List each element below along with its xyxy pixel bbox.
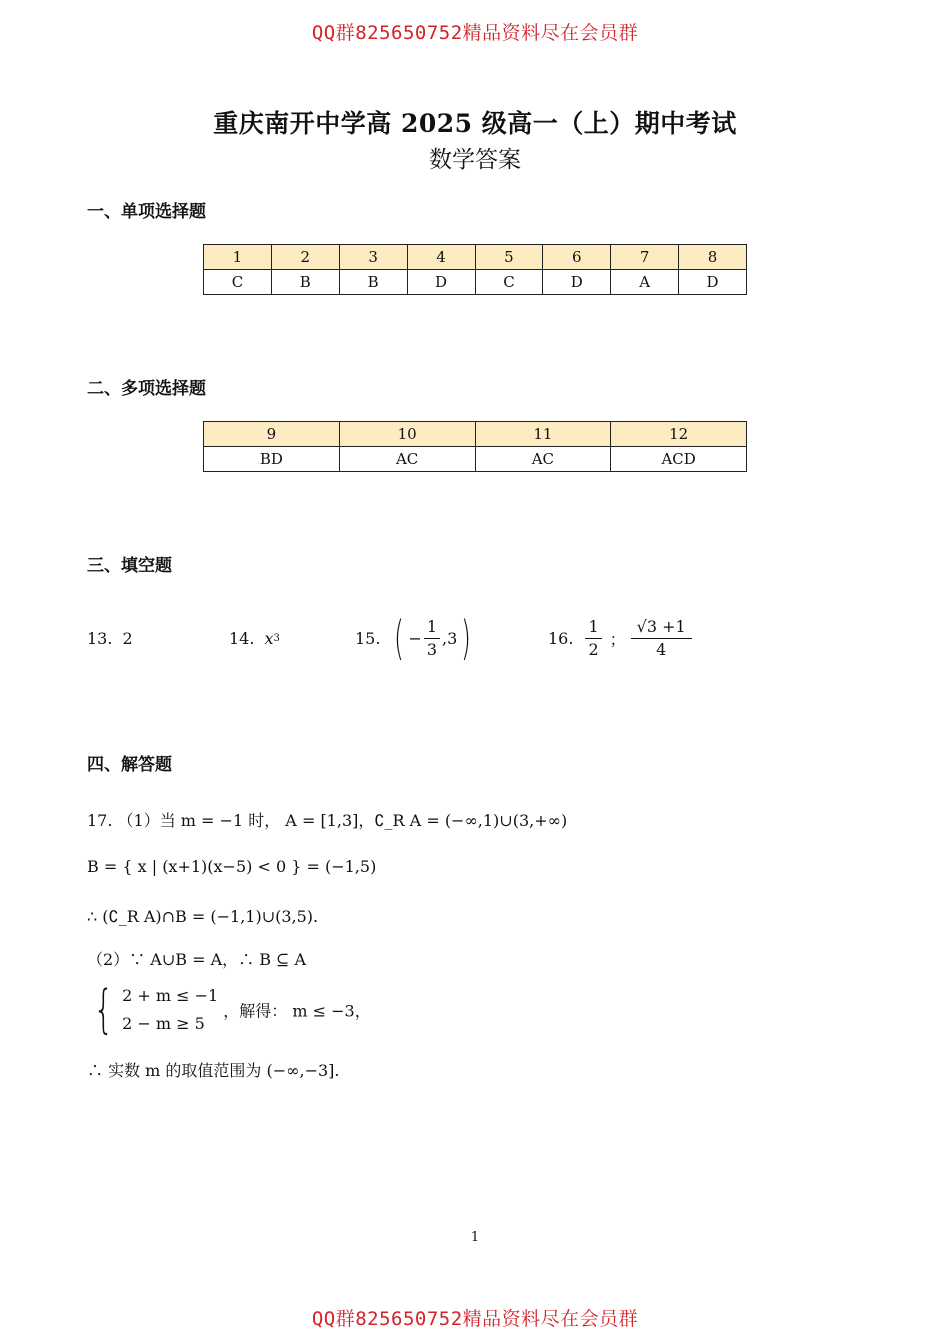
table-row bbox=[204, 447, 747, 472]
q17-line-4: （2）∵ A∪B = A，∴ B ⊆ A bbox=[87, 950, 307, 969]
question-number: 13. bbox=[87, 628, 113, 648]
denominator: 3 bbox=[424, 638, 440, 661]
minus-sign: − bbox=[408, 628, 422, 648]
answer-value: 2 bbox=[122, 628, 133, 648]
fraction bbox=[424, 616, 440, 661]
section-fill-blank-heading: 三、填空题 bbox=[87, 556, 172, 576]
table-cell: B bbox=[271, 270, 339, 295]
q17-inequality-system bbox=[87, 982, 371, 1038]
table-header-row bbox=[204, 245, 747, 270]
table-cell: D bbox=[543, 270, 611, 295]
system-rows bbox=[122, 982, 218, 1038]
q17-line-6: ∴ 实数 m 的取值范围为 (−∞,−3]. bbox=[87, 1061, 340, 1080]
section-answers-heading: 四、解答题 bbox=[87, 755, 172, 775]
fill-answer-13 bbox=[87, 612, 133, 664]
answer-base: x bbox=[264, 628, 274, 648]
table-cell: BD bbox=[204, 447, 340, 472]
table-cell: 11 bbox=[475, 422, 611, 447]
single-choice-table bbox=[203, 244, 747, 295]
section-multi-choice-heading: 二、多项选择题 bbox=[87, 379, 206, 399]
page-subtitle: 数学答案 bbox=[429, 147, 521, 173]
left-brace: { bbox=[93, 980, 114, 1040]
multi-choice-table bbox=[203, 421, 747, 472]
system-row-bottom: 2 − m ≥ 5 bbox=[122, 1014, 205, 1033]
question-number: 15. bbox=[355, 628, 381, 648]
question-number: 16. bbox=[548, 628, 574, 648]
table-cell: 8 bbox=[679, 245, 747, 270]
watermark-bottom: QQ群825650752精品资料尽在会员群 bbox=[311, 1308, 639, 1330]
table-cell: D bbox=[679, 270, 747, 295]
fraction-a bbox=[585, 616, 601, 661]
numerator: 1 bbox=[426, 616, 437, 636]
table-cell: B bbox=[339, 270, 407, 295]
table-cell: AC bbox=[339, 447, 475, 472]
table-cell: 7 bbox=[611, 245, 679, 270]
open-paren: ( bbox=[394, 611, 405, 665]
table-cell: C bbox=[204, 270, 272, 295]
q17-line-1: 17. （1）当 m = −1 时， A = [1,3]，∁_R A = (−∞,1)∪(3,+∞) bbox=[87, 811, 568, 830]
denominator: 4 bbox=[631, 638, 692, 661]
question-number: 14. bbox=[229, 628, 255, 648]
numerator: √3 +1 bbox=[636, 616, 686, 636]
system-row-top: 2 + m ≤ −1 bbox=[122, 986, 219, 1005]
answer-exponent: 3 bbox=[273, 632, 280, 644]
close-paren: ) bbox=[461, 611, 472, 665]
table-cell: 5 bbox=[475, 245, 543, 270]
table-row bbox=[204, 270, 747, 295]
fill-answer-16 bbox=[548, 612, 691, 664]
table-cell: ACD bbox=[611, 447, 747, 472]
system-solution: ，解得： m ≤ −3， bbox=[223, 1001, 371, 1021]
table-cell: D bbox=[407, 270, 475, 295]
table-header-row bbox=[204, 422, 747, 447]
numerator: 1 bbox=[588, 616, 599, 636]
table-cell: A bbox=[611, 270, 679, 295]
watermark-top: QQ群825650752精品资料尽在会员群 bbox=[311, 22, 639, 44]
page-title: 重庆南开中学高 2025 级高一（上）期中考试 bbox=[213, 109, 737, 138]
separator: ； bbox=[609, 629, 626, 649]
table-cell: 10 bbox=[339, 422, 475, 447]
table-cell: C bbox=[475, 270, 543, 295]
page-number: 1 bbox=[470, 1230, 480, 1245]
table-cell: 2 bbox=[271, 245, 339, 270]
q17-line-3: ∴ (∁_R A)∩B = (−1,1)∪(3,5). bbox=[87, 907, 319, 926]
table-cell: AC bbox=[475, 447, 611, 472]
table-cell: 12 bbox=[611, 422, 747, 447]
table-cell: 3 bbox=[339, 245, 407, 270]
fraction-b bbox=[634, 616, 689, 661]
table-cell: 1 bbox=[204, 245, 272, 270]
inequality-system bbox=[87, 982, 218, 1038]
section-single-choice-heading: 一、单项选择题 bbox=[87, 202, 206, 222]
interval-rest: ,3 bbox=[442, 628, 458, 648]
fill-answer-15 bbox=[355, 612, 475, 664]
denominator: 2 bbox=[585, 638, 601, 661]
fill-answer-14 bbox=[229, 612, 280, 664]
q17-line-2: B = { x | (x+1)(x−5) < 0 } = (−1,5) bbox=[87, 857, 377, 876]
table-cell: 4 bbox=[407, 245, 475, 270]
table-cell: 9 bbox=[204, 422, 340, 447]
table-cell: 6 bbox=[543, 245, 611, 270]
